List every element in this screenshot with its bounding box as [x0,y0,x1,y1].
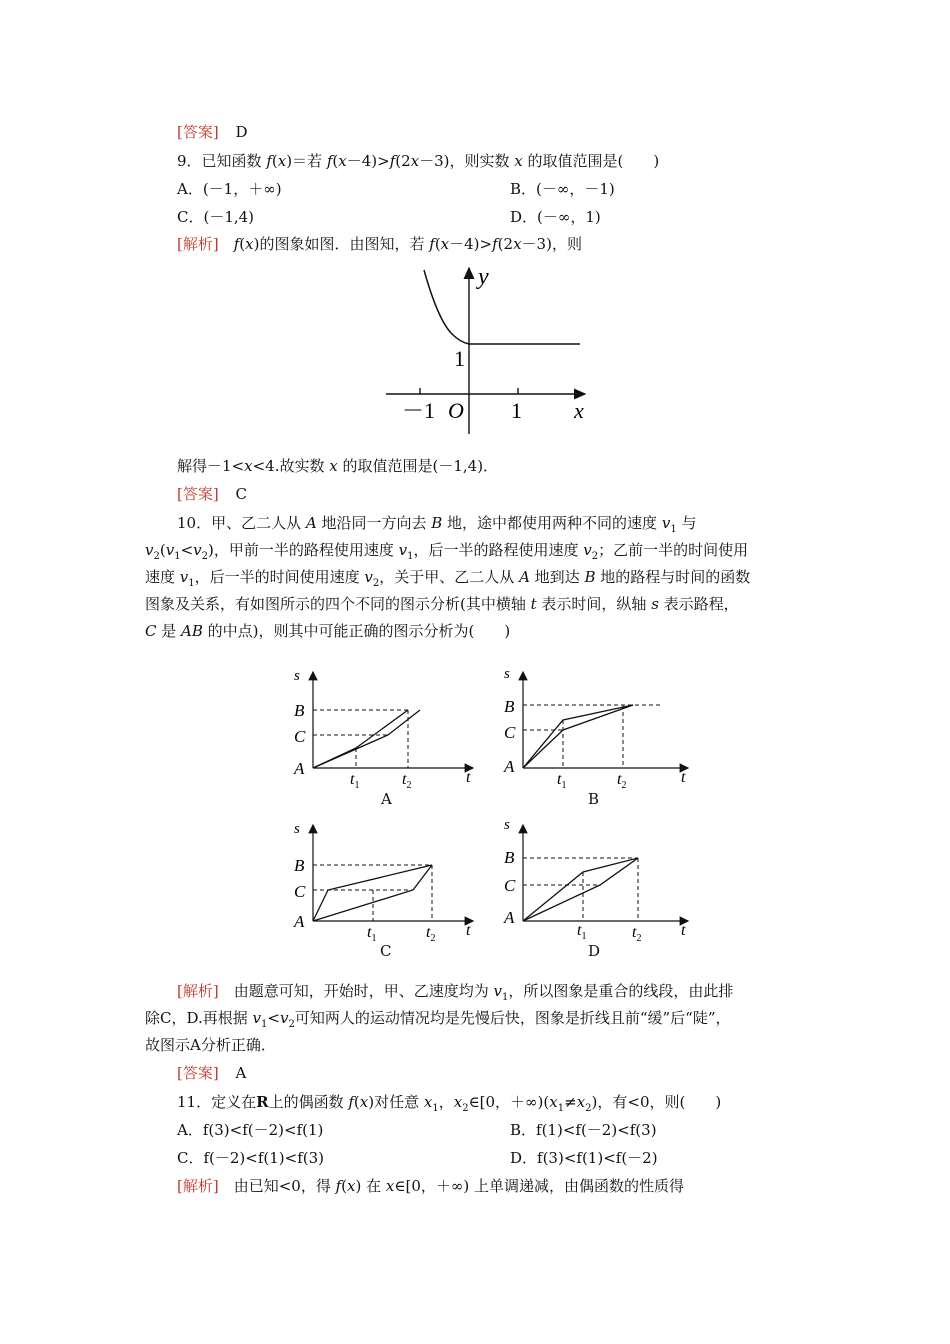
path-jia [313,710,420,768]
question-11-stem: 11．定义在R上的偶函数 f(x)对任意 $x_1$，$x_2\in[0$，$+\infty)(x_1\ne x_2)$，有<0，则( ) [177,1093,722,1114]
answer-value: A [235,1064,247,1082]
graph-10B [498,660,698,805]
svg-text:t1: $t_1$ [367,924,377,944]
svg-text:s: s [294,668,300,684]
svg-text:C: C [294,727,306,746]
origin-label: O [448,398,464,423]
svg-text:t2: $t_2$ [426,924,436,944]
svg-text:B: B [504,697,515,716]
solution-11: [解析] 由已知<0，得 f(x) 在 x∈[0，＋∞) 上单调递减，由偶函数的性质得 [177,1177,684,1195]
graph-10C [288,813,488,958]
svg-text:B: B [294,701,305,720]
svg-text:B: B [294,856,305,875]
caption-C: C [380,942,392,960]
svg-text:s: s [294,821,300,837]
svg-text:C: C [294,882,306,901]
caption-B: B [588,790,600,808]
svg-text:t2: $t_2$ [402,771,412,791]
neg-one-label: －1 [402,398,436,423]
solution-9: [解析] f(x)的图象如图．由图知，若 f(x－4)>f(2x－3)，则 [177,235,582,253]
path-jia [523,858,638,921]
svg-text:A: A [294,759,305,778]
option-11C: C．f(－2)<f(1)<f(3) [177,1149,325,1167]
y-label: y [478,264,489,290]
caption-D: D [588,942,601,960]
x-label: x [574,398,584,423]
answer-value: C [235,485,247,503]
question-10-line5: C 是 AB 的中点)，则其中可能正确的图示分析为( ) [145,622,511,640]
solution-10-line3: 故图示A分析正确． [145,1036,276,1054]
question-10-line3: 速度 $v_1$，后一半的时间使用速度 $v_2$，关于甲、乙二人从 A 地到达 B 地的路程与时间的函数 [145,568,751,589]
option-9D: D．(－∞，1) [510,208,601,226]
svg-text:A: A [504,908,515,927]
solution-10-line1: [解析] 由题意可知，开始时，甲、乙速度均为 $v_1$，所以图象是重合的线段，由此排 [177,982,734,1003]
svg-text:t: t [466,769,471,786]
answer-8 [177,122,248,142]
svg-text:B: B [504,848,515,867]
svg-text:t: t [466,922,471,939]
path-jia [523,705,633,768]
question-9-stem: 9．已知函数 f(x)＝若 f(x－4)>f(2x－3)，则实数 x 的取值范围是( ) [177,152,660,170]
svg-text:t1: $t_1$ [350,771,360,791]
svg-text:A: A [294,912,305,931]
option-9A: A．(－1，＋∞) [177,180,282,198]
solution-10-line2: 除C，D.再根据 $v_1<v_2$可知两人的运动情况均是先慢后快，图象是折线且前“缓”后“陡”， [145,1009,731,1030]
svg-text:C: C [504,723,516,742]
svg-text:t: t [681,769,686,786]
path-yi [523,858,638,921]
option-11A: A．f(3)<f(－2)<f(1) [177,1121,324,1139]
caption-A: A [381,790,392,808]
svg-text:t2: $t_2$ [632,924,642,944]
question-10-line2: $v_2(v_1<v_2)$，甲前一半的路程使用速度 $v_1$，后一半的路程使用速度 $v_2$；乙前一半的时间使用 [145,541,749,562]
curve-left [424,270,469,344]
answer-tag: [答案] [177,485,219,503]
option-9B: B．(－∞，－1) [510,180,615,198]
answer-tag: [答案] [177,1064,219,1082]
svg-text:t1: $t_1$ [557,771,567,791]
svg-text:t: t [681,922,686,939]
one-x-label: 1 [511,398,522,423]
solution-tag: [解析] [177,235,219,253]
option-9C: C．(－1,4) [177,208,255,226]
answer-9 [177,484,247,504]
graph-10D [498,813,698,958]
svg-text:s: s [504,666,510,682]
option-11D: D．f(3)<f(1)<f(－2) [510,1149,658,1167]
svg-text:C: C [504,876,516,895]
question-10-line4: 图象及关系，有如图所示的四个不同的图示分析(其中横轴 t 表示时间，纵轴 s 表示路程， [145,595,739,613]
svg-text:t1: $t_1$ [577,922,587,942]
svg-text:t2: $t_2$ [617,771,627,791]
answer-tag: [答案] [177,123,219,141]
svg-text:s: s [504,817,510,833]
path-yi [523,705,633,768]
solution-9-result: 解得－1<x<4.故实数 x 的取值范围是(－1,4)． [177,457,499,475]
path-yi [313,710,408,768]
answer-value: D [235,123,248,141]
option-11B: B．f(1)<f(－2)<f(3) [510,1121,657,1139]
svg-text:A: A [504,757,515,776]
function-graph-9 [380,262,600,442]
solution-tag: [解析] [177,1177,219,1195]
question-10-line1: 10．甲、乙二人从 A 地沿同一方向去 B 地，途中都使用两种不同的速度 $v_1$ 与 [177,514,697,535]
answer-10 [177,1063,246,1083]
graph-10A [288,660,488,805]
one-y-label: 1 [454,346,465,371]
solution-tag: [解析] [177,982,219,1000]
